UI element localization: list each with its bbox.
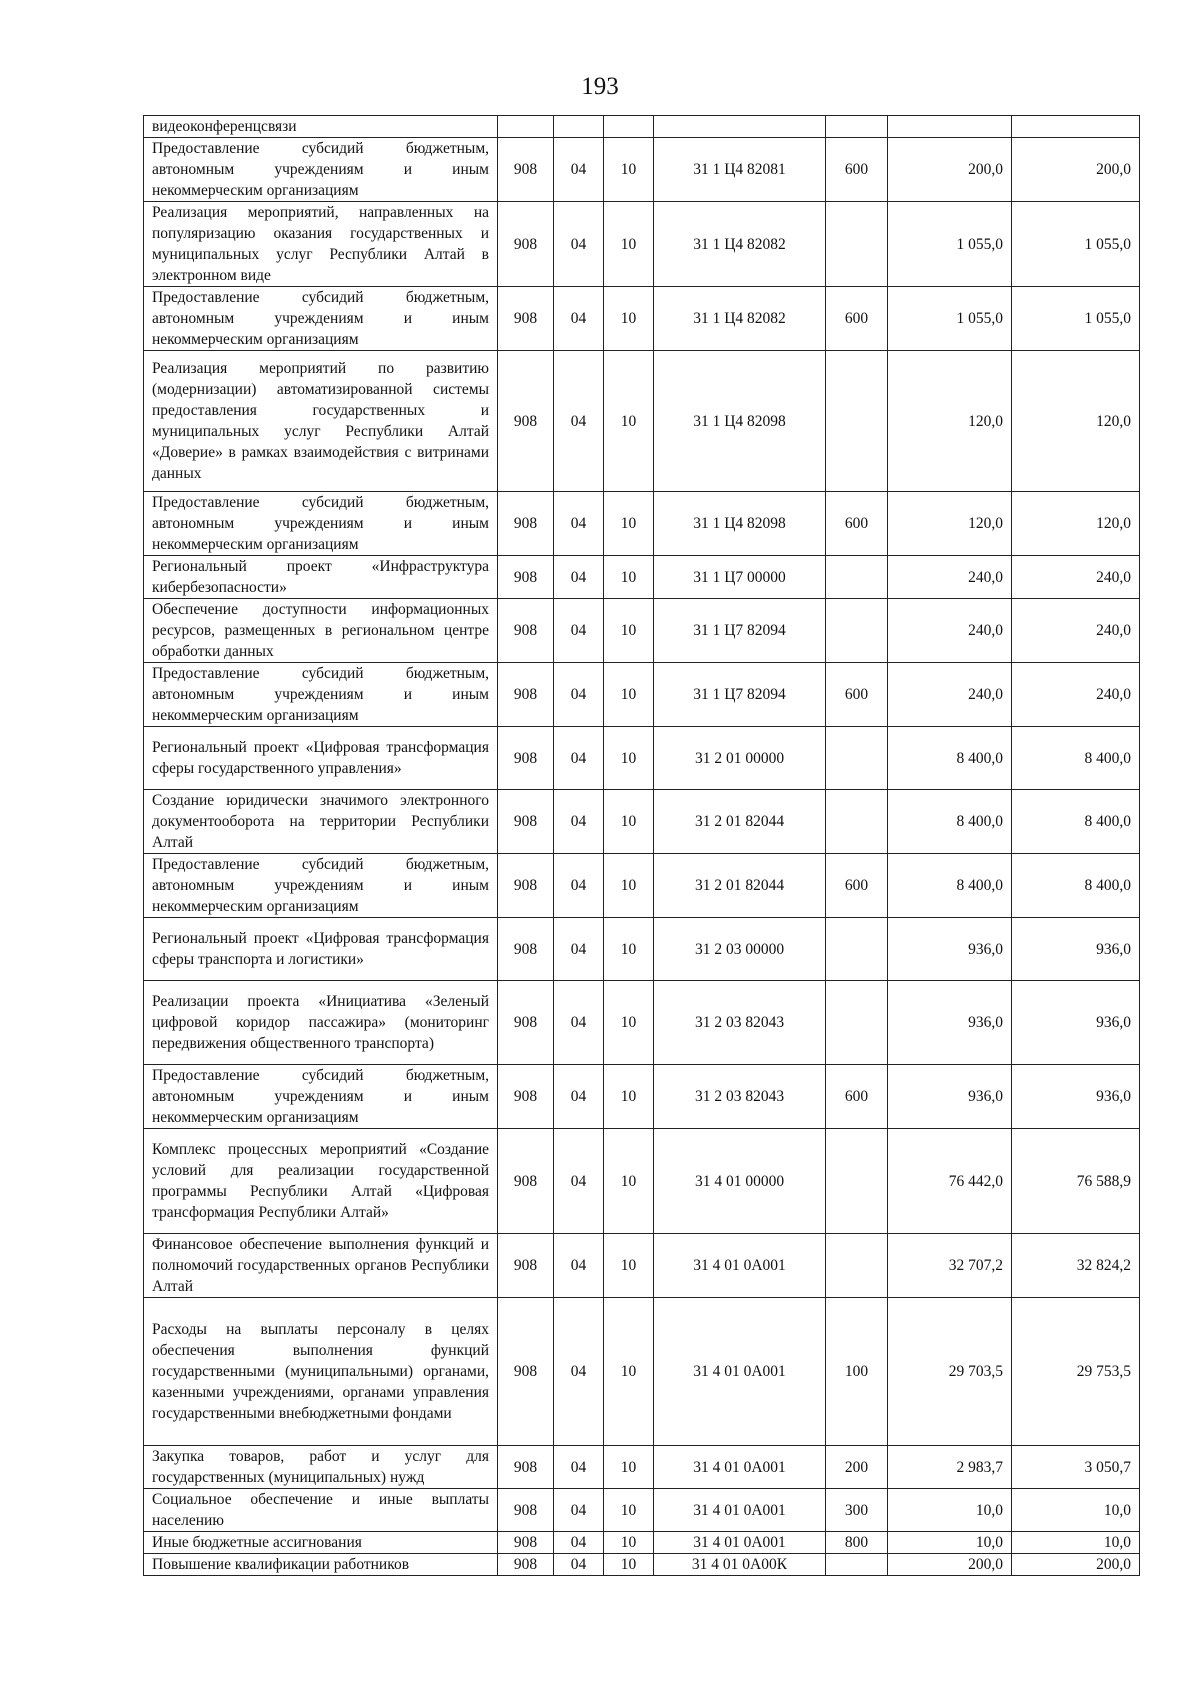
subsection-code: 10: [604, 287, 654, 351]
row-description: видеоконференцсвязи: [144, 116, 498, 138]
table-row: [144, 727, 1140, 790]
expense-type-code: 600: [826, 287, 888, 351]
amount-year-2: 3 050,7: [1012, 1446, 1140, 1489]
row-description: Предоставление субсидий бюджетным, автономным учреждениям и иным некоммерческим организациям: [144, 287, 498, 351]
ministry-code: 908: [498, 1489, 554, 1532]
table-row: [144, 854, 1140, 918]
table-row: [144, 1489, 1140, 1532]
target-article-code: 31 1 Ц4 82098: [654, 492, 826, 556]
amount-year-2: 8 400,0: [1012, 854, 1140, 918]
table-row: [144, 202, 1140, 287]
expense-type-code: [826, 202, 888, 287]
section-code: 04: [554, 492, 604, 556]
target-article-code: 31 4 01 00000: [654, 1129, 826, 1234]
subsection-code: 10: [604, 599, 654, 663]
section-code: 04: [554, 854, 604, 918]
row-description: Региональный проект «Цифровая трансформация сферы государственного управления»: [144, 727, 498, 790]
section-code: 04: [554, 599, 604, 663]
table-row: [144, 1532, 1140, 1554]
ministry-code: 908: [498, 1234, 554, 1298]
amount-year-2: 1 055,0: [1012, 287, 1140, 351]
table-row: [144, 1065, 1140, 1129]
ministry-code: 908: [498, 1554, 554, 1576]
ministry-code: 908: [498, 854, 554, 918]
section-code: 04: [554, 556, 604, 599]
expense-type-code: 600: [826, 492, 888, 556]
section-code: 04: [554, 918, 604, 981]
subsection-code: 10: [604, 492, 654, 556]
page-number: 193: [581, 73, 619, 100]
target-article-code: 31 2 01 82044: [654, 854, 826, 918]
ministry-code: 908: [498, 351, 554, 492]
row-description: Предоставление субсидий бюджетным, автономным учреждениям и иным некоммерческим организациям: [144, 663, 498, 727]
row-description: Реализация мероприятий, направленных на популяризацию оказания государственных и муниципальных услуг Республики Алтай в электронном виде: [144, 202, 498, 287]
row-description: Повышение квалификации работников: [144, 1554, 498, 1576]
row-description: Обеспечение доступности информационных ресурсов, размещенных в региональном центре обработки данных: [144, 599, 498, 663]
ministry-code: 908: [498, 790, 554, 854]
subsection-code: 10: [604, 918, 654, 981]
section-code: 04: [554, 981, 604, 1065]
table-row: [144, 1446, 1140, 1489]
ministry-code: 908: [498, 1065, 554, 1129]
amount-year-1: 1 055,0: [888, 287, 1012, 351]
expense-type-code: [826, 981, 888, 1065]
target-article-code: 31 1 Ц7 82094: [654, 663, 826, 727]
amount-year-2: 120,0: [1012, 492, 1140, 556]
target-article-code: 31 1 Ц4 82082: [654, 202, 826, 287]
expense-type-code: 600: [826, 854, 888, 918]
amount-year-1: [888, 116, 1012, 138]
row-description: Предоставление субсидий бюджетным, автономным учреждениям и иным некоммерческим организациям: [144, 138, 498, 202]
subsection-code: 10: [604, 1129, 654, 1234]
amount-year-2: 200,0: [1012, 1554, 1140, 1576]
ministry-code: 908: [498, 287, 554, 351]
amount-year-1: 10,0: [888, 1532, 1012, 1554]
amount-year-2: 8 400,0: [1012, 727, 1140, 790]
table-row: [144, 116, 1140, 138]
subsection-code: 10: [604, 1446, 654, 1489]
subsection-code: 10: [604, 202, 654, 287]
target-article-code: 31 2 03 82043: [654, 1065, 826, 1129]
table-row: [144, 981, 1140, 1065]
amount-year-2: 120,0: [1012, 351, 1140, 492]
section-code: 04: [554, 1554, 604, 1576]
budget-table: [143, 115, 1140, 1576]
section-code: 04: [554, 1298, 604, 1446]
target-article-code: 31 2 03 82043: [654, 981, 826, 1065]
expense-type-code: [826, 556, 888, 599]
amount-year-1: 240,0: [888, 556, 1012, 599]
table-row: [144, 1129, 1140, 1234]
amount-year-1: 2 983,7: [888, 1446, 1012, 1489]
amount-year-1: 200,0: [888, 1554, 1012, 1576]
ministry-code: 908: [498, 1129, 554, 1234]
section-code: 04: [554, 351, 604, 492]
expense-type-code: 800: [826, 1532, 888, 1554]
subsection-code: 10: [604, 1532, 654, 1554]
amount-year-1: 10,0: [888, 1489, 1012, 1532]
subsection-code: 10: [604, 351, 654, 492]
row-description: Финансовое обеспечение выполнения функций и полномочий государственных органов Республики Алтай: [144, 1234, 498, 1298]
amount-year-1: 120,0: [888, 492, 1012, 556]
amount-year-1: 936,0: [888, 1065, 1012, 1129]
section-code: 04: [554, 1065, 604, 1129]
amount-year-2: 76 588,9: [1012, 1129, 1140, 1234]
target-article-code: 31 4 01 0А001: [654, 1532, 826, 1554]
expense-type-code: 600: [826, 1065, 888, 1129]
target-article-code: 31 4 01 0А00К: [654, 1554, 826, 1576]
subsection-code: 10: [604, 1234, 654, 1298]
section-code: 04: [554, 1532, 604, 1554]
amount-year-2: 936,0: [1012, 918, 1140, 981]
subsection-code: 10: [604, 556, 654, 599]
section-code: 04: [554, 727, 604, 790]
amount-year-2: 240,0: [1012, 663, 1140, 727]
amount-year-1: 120,0: [888, 351, 1012, 492]
expense-type-code: [826, 918, 888, 981]
expense-type-code: 600: [826, 663, 888, 727]
table-row: [144, 1234, 1140, 1298]
amount-year-1: 32 707,2: [888, 1234, 1012, 1298]
ministry-code: 908: [498, 1298, 554, 1446]
amount-year-1: 8 400,0: [888, 854, 1012, 918]
section-code: 04: [554, 138, 604, 202]
expense-type-code: 300: [826, 1489, 888, 1532]
section-code: 04: [554, 1446, 604, 1489]
amount-year-2: 240,0: [1012, 599, 1140, 663]
table-row: [144, 918, 1140, 981]
subsection-code: 10: [604, 663, 654, 727]
amount-year-1: 936,0: [888, 918, 1012, 981]
amount-year-2: 10,0: [1012, 1532, 1140, 1554]
target-article-code: 31 2 01 82044: [654, 790, 826, 854]
section-code: 04: [554, 202, 604, 287]
subsection-code: 10: [604, 790, 654, 854]
section-code: 04: [554, 1234, 604, 1298]
amount-year-1: 936,0: [888, 981, 1012, 1065]
ministry-code: 908: [498, 981, 554, 1065]
expense-type-code: 100: [826, 1298, 888, 1446]
amount-year-1: 240,0: [888, 663, 1012, 727]
amount-year-1: 29 703,5: [888, 1298, 1012, 1446]
table-row: [144, 599, 1140, 663]
amount-year-1: 8 400,0: [888, 790, 1012, 854]
amount-year-2: 1 055,0: [1012, 202, 1140, 287]
target-article-code: 31 4 01 0А001: [654, 1234, 826, 1298]
subsection-code: [604, 116, 654, 138]
target-article-code: 31 1 Ц7 00000: [654, 556, 826, 599]
table-row: [144, 287, 1140, 351]
row-description: Социальное обеспечение и иные выплаты населению: [144, 1489, 498, 1532]
table-row: [144, 492, 1140, 556]
row-description: Предоставление субсидий бюджетным, автономным учреждениям и иным некоммерческим организациям: [144, 492, 498, 556]
ministry-code: 908: [498, 918, 554, 981]
target-article-code: 31 4 01 0А001: [654, 1489, 826, 1532]
table-row: [144, 790, 1140, 854]
amount-year-2: 936,0: [1012, 981, 1140, 1065]
amount-year-1: 1 055,0: [888, 202, 1012, 287]
subsection-code: 10: [604, 138, 654, 202]
ministry-code: 908: [498, 727, 554, 790]
row-description: Реализации проекта «Инициатива «Зеленый цифровой коридор пассажира» (мониторинг передвижения общественного транспорта): [144, 981, 498, 1065]
expense-type-code: [826, 1234, 888, 1298]
table-row: [144, 663, 1140, 727]
section-code: 04: [554, 287, 604, 351]
row-description: Создание юридически значимого электронного документооборота на территории Республики Алтай: [144, 790, 498, 854]
expense-type-code: [826, 116, 888, 138]
row-description: Предоставление субсидий бюджетным, автономным учреждениям и иным некоммерческим организациям: [144, 1065, 498, 1129]
subsection-code: 10: [604, 854, 654, 918]
expense-type-code: [826, 790, 888, 854]
ministry-code: 908: [498, 663, 554, 727]
expense-type-code: 200: [826, 1446, 888, 1489]
amount-year-2: [1012, 116, 1140, 138]
amount-year-2: 29 753,5: [1012, 1298, 1140, 1446]
ministry-code: 908: [498, 202, 554, 287]
expense-type-code: [826, 727, 888, 790]
ministry-code: 908: [498, 492, 554, 556]
target-article-code: 31 2 01 00000: [654, 727, 826, 790]
target-article-code: 31 1 Ц7 82094: [654, 599, 826, 663]
target-article-code: 31 4 01 0А001: [654, 1446, 826, 1489]
subsection-code: 10: [604, 1298, 654, 1446]
subsection-code: 10: [604, 1065, 654, 1129]
ministry-code: 908: [498, 1532, 554, 1554]
amount-year-1: 200,0: [888, 138, 1012, 202]
ministry-code: 908: [498, 599, 554, 663]
table-row: [144, 1554, 1140, 1576]
ministry-code: 908: [498, 1446, 554, 1489]
row-description: Региональный проект «Цифровая трансформация сферы транспорта и логистики»: [144, 918, 498, 981]
section-code: 04: [554, 663, 604, 727]
expense-type-code: [826, 1129, 888, 1234]
expense-type-code: [826, 599, 888, 663]
row-description: Закупка товаров, работ и услуг для государственных (муниципальных) нужд: [144, 1446, 498, 1489]
budget-table-body: [144, 116, 1140, 1576]
row-description: Региональный проект «Инфраструктура кибербезопасности»: [144, 556, 498, 599]
amount-year-2: 936,0: [1012, 1065, 1140, 1129]
ministry-code: 908: [498, 556, 554, 599]
amount-year-2: 240,0: [1012, 556, 1140, 599]
row-description: Комплекс процессных мероприятий «Создание условий для реализации государственной программы Республики Алтай «Цифровая трансформация Республики Алтай»: [144, 1129, 498, 1234]
ministry-code: [498, 116, 554, 138]
section-code: 04: [554, 1129, 604, 1234]
table-row: [144, 556, 1140, 599]
row-description: Предоставление субсидий бюджетным, автономным учреждениям и иным некоммерческим организациям: [144, 854, 498, 918]
target-article-code: 31 1 Ц4 82081: [654, 138, 826, 202]
amount-year-1: 240,0: [888, 599, 1012, 663]
amount-year-1: 76 442,0: [888, 1129, 1012, 1234]
amount-year-2: 32 824,2: [1012, 1234, 1140, 1298]
row-description: Расходы на выплаты персоналу в целях обеспечения выполнения функций государственными (муниципальными) органами, казенными учреждениями, органами управления государственными внебюджетными фондами: [144, 1298, 498, 1446]
amount-year-2: 8 400,0: [1012, 790, 1140, 854]
target-article-code: 31 4 01 0А001: [654, 1298, 826, 1446]
expense-type-code: 600: [826, 138, 888, 202]
target-article-code: 31 2 03 00000: [654, 918, 826, 981]
table-row: [144, 351, 1140, 492]
expense-type-code: [826, 351, 888, 492]
target-article-code: [654, 116, 826, 138]
row-description: Иные бюджетные ассигнования: [144, 1532, 498, 1554]
table-row: [144, 1298, 1140, 1446]
section-code: [554, 116, 604, 138]
ministry-code: 908: [498, 138, 554, 202]
section-code: 04: [554, 1489, 604, 1532]
target-article-code: 31 1 Ц4 82098: [654, 351, 826, 492]
subsection-code: 10: [604, 1554, 654, 1576]
expense-type-code: [826, 1554, 888, 1576]
row-description: Реализация мероприятий по развитию (модернизации) автоматизированной системы предоставления государственных и муниципальных услуг Республики Алтай «Доверие» в рамках взаимодействия с витринами данных: [144, 351, 498, 492]
amount-year-2: 10,0: [1012, 1489, 1140, 1532]
section-code: 04: [554, 790, 604, 854]
target-article-code: 31 1 Ц4 82082: [654, 287, 826, 351]
subsection-code: 10: [604, 981, 654, 1065]
subsection-code: 10: [604, 1489, 654, 1532]
subsection-code: 10: [604, 727, 654, 790]
amount-year-2: 200,0: [1012, 138, 1140, 202]
amount-year-1: 8 400,0: [888, 727, 1012, 790]
table-row: [144, 138, 1140, 202]
